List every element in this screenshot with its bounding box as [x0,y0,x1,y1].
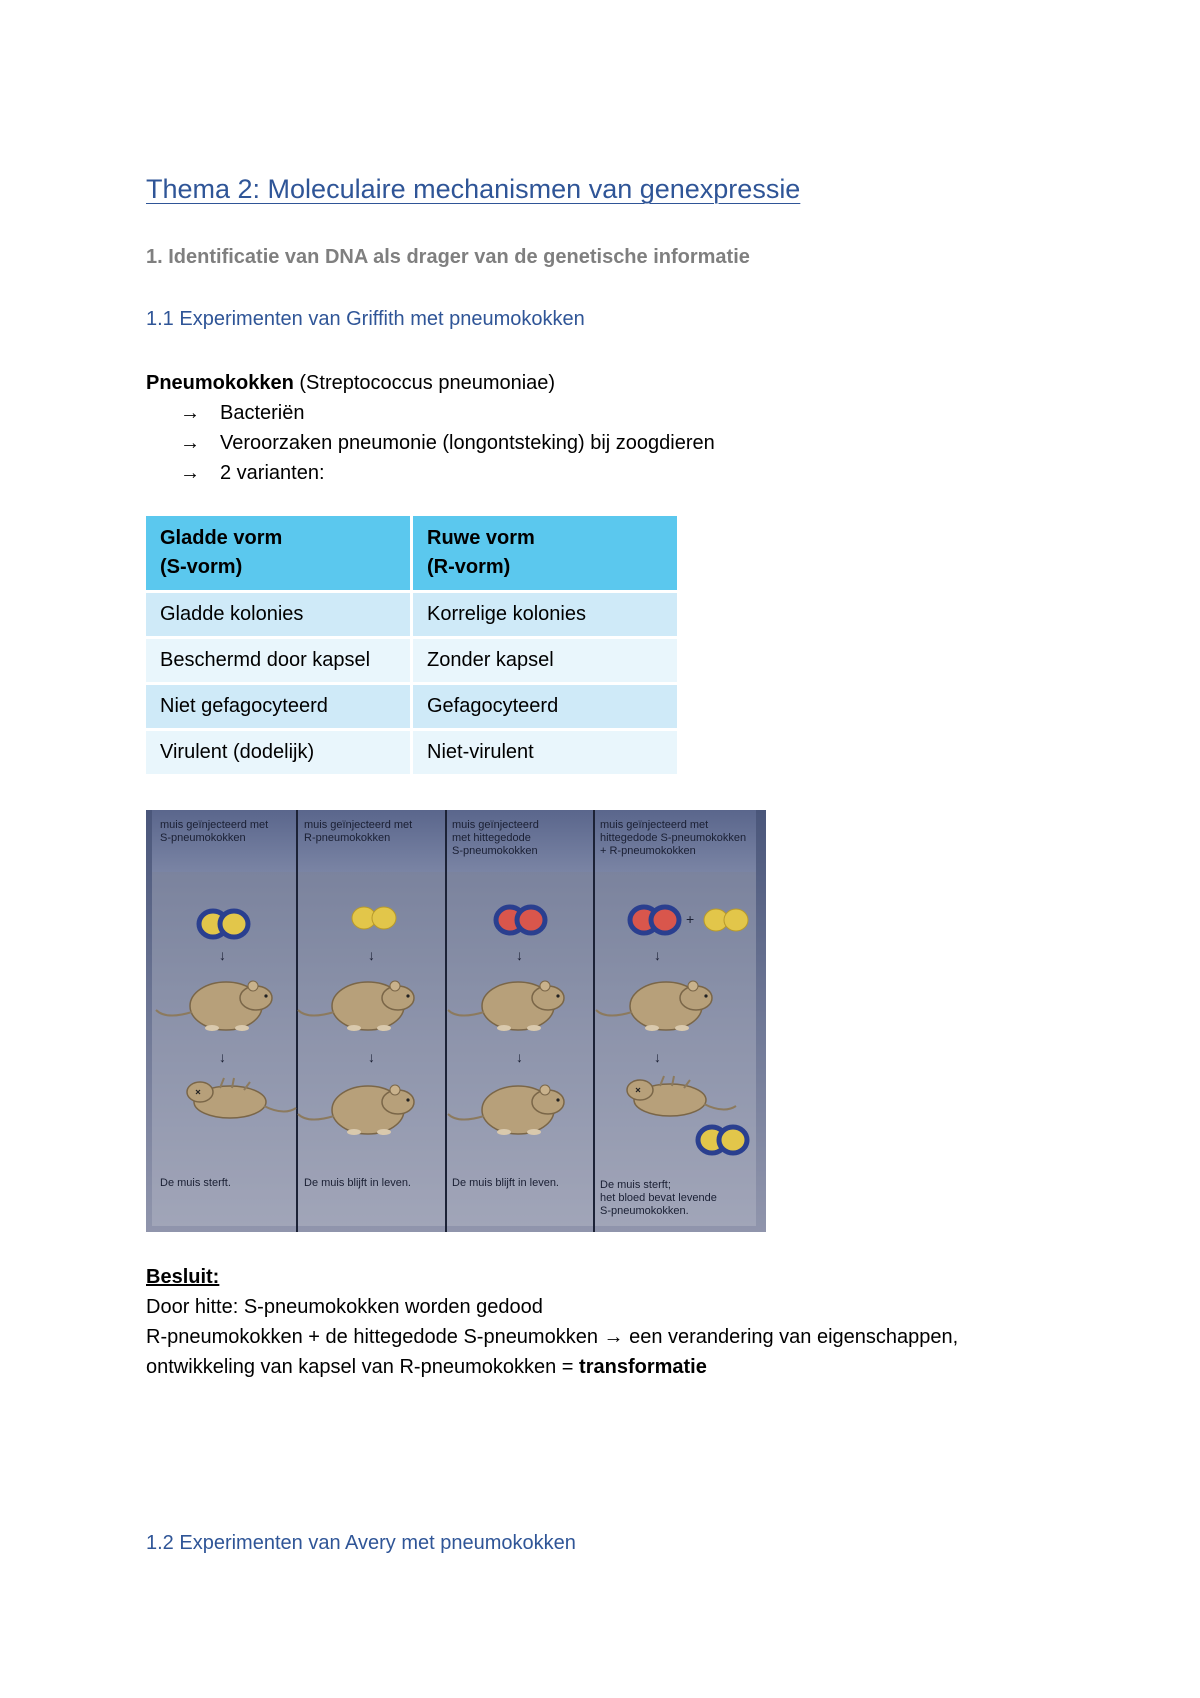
arrow-icon: → [180,432,200,454]
section-heading-1-1: 1.1 Experimenten van Griffith met pneumokokken [146,308,585,330]
page-title: Thema 2: Moleculaire mechanismen van genexpressie [146,174,801,204]
list-item-text: Bacteriën [220,402,305,424]
table-cell: Niet-virulent [413,731,677,774]
table-cell: Zonder kapsel [413,639,677,682]
table-row [146,685,677,728]
down-arrow-icon: ↓ [219,1049,226,1065]
panel-2-header: muis geïnjecteerd met R-pneumokokken [304,819,413,844]
panel-4-header: muis geïnjecteerd met hittegedode S-pneumokokken + R-pneumokokken [600,819,747,857]
list-item-text: 2 varianten: [220,462,325,484]
conclusion-block [146,1262,958,1382]
intro-term: Pneumokokken [146,372,294,394]
conclusion-line [146,1352,958,1382]
conclusion-text: ontwikkeling van kapsel van R-pneumokokken = [146,1356,580,1378]
s-bacterium-icon [199,911,248,937]
list-item-text: Veroorzaken pneumonie (longontsteking) bij zoogdieren [220,432,715,454]
table-cell: Virulent (dodelijk) [146,731,410,774]
arrow-icon: → [180,402,200,424]
section-heading-1: 1. Identificatie van DNA als drager van de genetische informatie [146,246,750,268]
list-item [180,398,715,428]
intro-term-rest: (Streptococcus pneumoniae) [293,372,556,394]
plus-sign: + [686,911,695,927]
intro-list [146,398,715,488]
conclusion-line: Door hitte: S-pneumokokken worden gedood [146,1296,543,1318]
header-line: (S-vorm) [160,556,243,578]
figure-svg [146,810,766,1232]
section-heading-1-2: 1.2 Experimenten van Avery met pneumokokken [146,1532,576,1554]
s-bacterium-icon [698,1127,747,1153]
panel-2-caption: De muis blijft in leven. [304,1177,411,1189]
down-arrow-icon: ↓ [219,947,226,963]
conclusion-line: R-pneumokokken + de hittegedode S-pneumokken → een verandering van eigenschappen, [146,1326,959,1348]
table-cell: Beschermd door kapsel [146,639,410,682]
table-header-cell [413,516,677,590]
down-arrow-icon: ↓ [368,947,375,963]
down-arrow-icon: ↓ [516,947,523,963]
table-row [146,593,677,636]
down-arrow-icon: ↓ [368,1049,375,1065]
table-cell: Gefagocyteerd [413,685,677,728]
griffith-experiment-figure [146,810,766,1232]
table-header-cell [146,516,410,590]
down-arrow-icon: ↓ [654,1049,661,1065]
table-header-row [146,516,677,590]
panel-3-header: muis geïnjecteerd met hittegedode S-pneumokokken [452,819,539,857]
header-line: Ruwe vorm [427,527,535,549]
panel-4-caption: De muis sterft; het bloed bevat levende S-pneumokokken. [600,1179,717,1217]
dead-s-bacterium-icon [630,907,679,933]
table-row [146,731,677,774]
header-line: (R-vorm) [427,556,511,578]
intro-definition [146,368,715,398]
table-row [146,639,677,682]
table-cell: Niet gefagocyteerd [146,685,410,728]
intro-block [146,368,715,488]
arrow-icon: → [180,462,200,484]
list-item [180,428,715,458]
variants-table [143,513,680,777]
table-cell: Korrelige kolonies [413,593,677,636]
down-arrow-icon: ↓ [516,1049,523,1065]
panel-3-caption: De muis blijft in leven. [452,1177,559,1189]
conclusion-keyword: transformatie [579,1356,707,1378]
panel-1-header: muis geïnjecteerd met S-pneumokokken [160,819,269,844]
list-item [180,458,715,488]
conclusion-label: Besluit: [146,1266,220,1288]
dead-s-bacterium-icon [496,907,545,933]
table-cell: Gladde kolonies [146,593,410,636]
header-line: Gladde vorm [160,527,283,549]
panel-1-caption: De muis sterft. [160,1177,231,1189]
down-arrow-icon: ↓ [654,947,661,963]
